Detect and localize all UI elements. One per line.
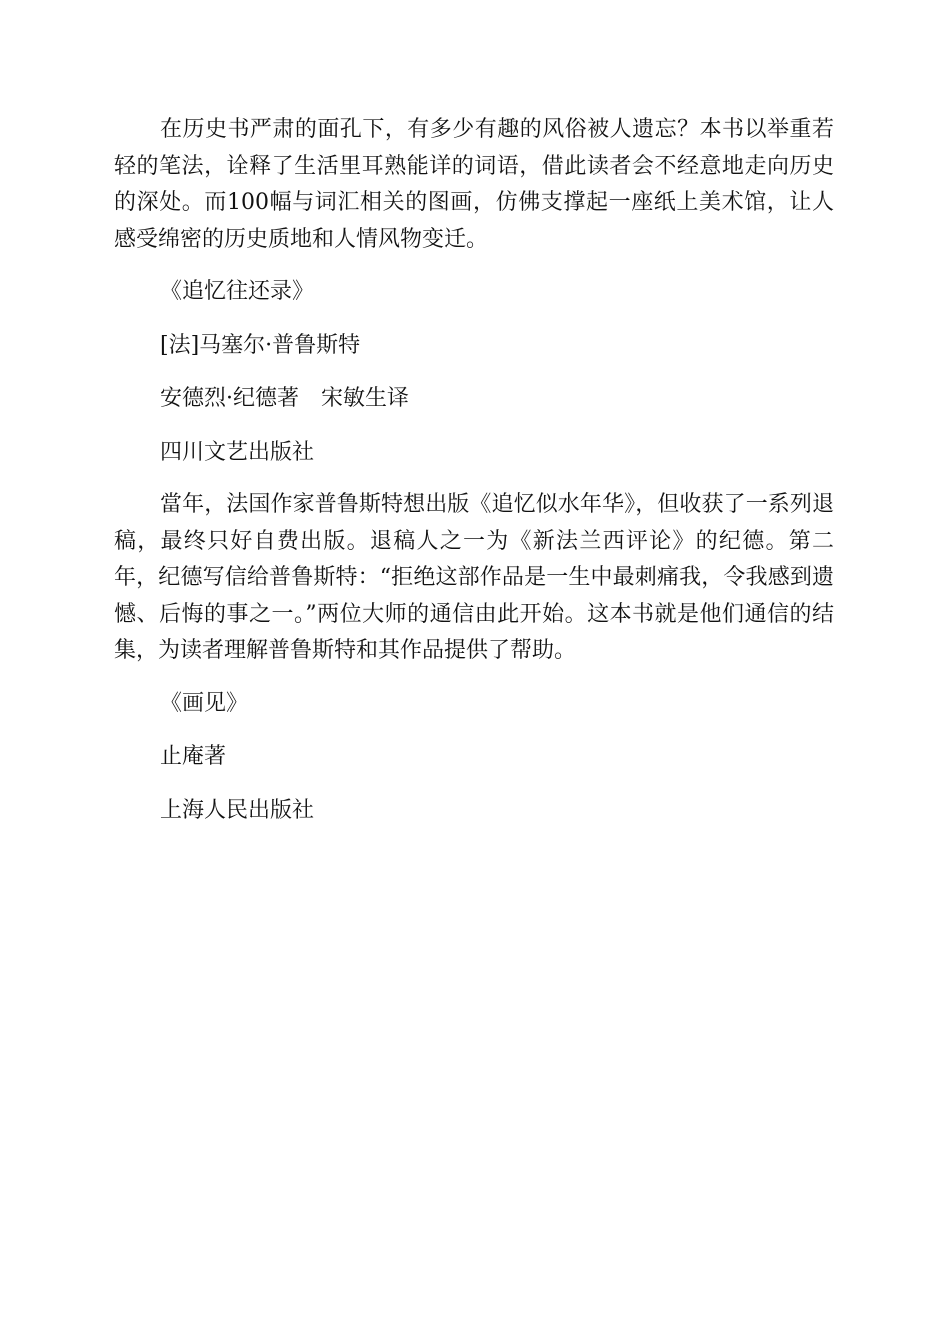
book-description-paragraph: 在历史书严肃的面孔下，有多少有趣的风俗被人遗忘？本书以举重若轻的笔法，诠释了生活里耳熟能详的词语，借此读者会不经意地走向历史的深处。而100幅与词汇相关的图画，仿佛支撑起一座纸上美术馆，让人感受绵密的历史质地和人情风物变迁。	[114, 117, 834, 252]
book-title: 《追忆往还录》	[160, 279, 315, 304]
book-publisher: 上海人民出版社	[160, 797, 315, 823]
document-page	[114, 112, 834, 829]
book-author: 止庵著	[160, 744, 227, 769]
book-title: 《画见》	[160, 690, 249, 716]
book-author: [法]马塞尔·普鲁斯特	[160, 332, 361, 358]
book-description-paragraph: 當年，法国作家普鲁斯特想出版《追忆似水年华》，但收获了一系列退稿，最终只好自费出版。退稿人之一为《新法兰西评论》的纪德。第二年，纪德写信给普鲁斯特：“拒绝这部作品是一生中最刺痛我，令我感到遗憾、后悔的事之一。”两位大师的通信由此开始。这本书就是他们通信的结集，为读者理解普鲁斯特和其作品提供了帮助。	[114, 492, 834, 663]
book-author-translator: 安德烈·纪德著 宋敏生译	[160, 386, 409, 411]
book-publisher: 四川文艺出版社	[160, 439, 315, 465]
